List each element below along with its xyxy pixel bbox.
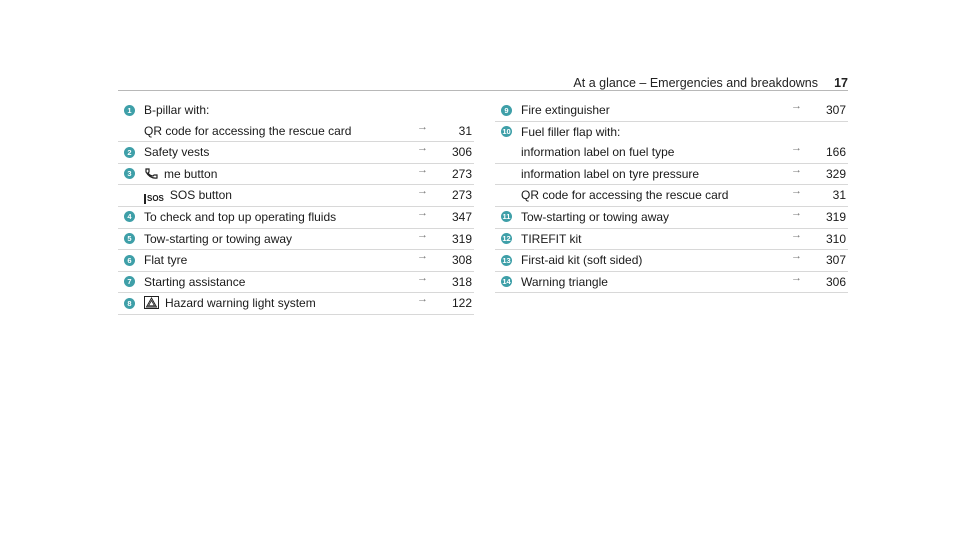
- page-arrow-icon: →: [791, 142, 802, 155]
- item-label: [144, 164, 217, 187]
- item-label-text: B-pillar with:: [144, 103, 210, 117]
- item-label-text: Hazard warning light system: [165, 296, 316, 311]
- page-arrow-icon: →: [417, 250, 428, 263]
- item-label-text: Starting assistance: [144, 274, 246, 289]
- item-number-badge: 7: [124, 276, 135, 287]
- item-label-text: Flat tyre: [144, 253, 188, 268]
- item-label: [144, 293, 316, 316]
- item-label: [521, 207, 669, 228]
- item-label: [144, 207, 336, 228]
- item-number-badge: 14: [502, 277, 511, 287]
- page-reference-link[interactable]: 166: [825, 145, 846, 160]
- item-label-text: SOS button: [169, 188, 232, 203]
- page-reference-link[interactable]: 318: [451, 274, 472, 289]
- item-label-text: Tow-starting or towing away: [521, 209, 670, 224]
- sos-icon: SOS: [144, 194, 164, 204]
- page-arrow-icon: →: [417, 293, 428, 306]
- item-label-text: me button: [164, 166, 218, 181]
- item-number-badge: 3: [124, 168, 135, 179]
- page-reference-link[interactable]: 306: [451, 145, 472, 160]
- page-arrow-icon: →: [791, 206, 802, 219]
- right-index-list: [495, 100, 848, 293]
- item-label: [144, 272, 245, 293]
- item-label-text: QR code for accessing the rescue card: [144, 123, 352, 138]
- item-label-text: information label on tyre pressure: [521, 166, 700, 181]
- item-label: [144, 121, 351, 142]
- item-label-text: First-aid kit (soft sided): [521, 253, 643, 268]
- list-item: [495, 100, 848, 122]
- list-item: [495, 272, 848, 294]
- phone-wrench-icon: [144, 166, 158, 187]
- page-arrow-icon: →: [417, 163, 428, 176]
- page-arrow-icon: →: [417, 228, 428, 241]
- page-arrow-icon: →: [417, 120, 428, 133]
- item-label: [521, 272, 608, 293]
- item-number-badge: 11: [502, 212, 511, 222]
- item-number-badge: 5: [124, 233, 135, 244]
- page-reference-link[interactable]: 310: [825, 231, 846, 246]
- page-arrow-icon: →: [791, 271, 802, 284]
- item-label: [521, 142, 674, 163]
- page-reference-link[interactable]: 273: [451, 188, 472, 203]
- item-label: [144, 250, 187, 271]
- item-label: [521, 164, 699, 185]
- item-label-text: Fire extinguisher: [521, 103, 610, 117]
- hazard-triangle-icon: [144, 295, 159, 316]
- item-label-text: Warning triangle: [521, 274, 608, 289]
- item-label-text: Fuel filler flap with:: [521, 124, 621, 139]
- page-arrow-icon: →: [417, 185, 428, 198]
- item-number-badge: 8: [124, 298, 135, 309]
- item-label-text: Safety vests: [144, 145, 210, 160]
- page-reference-link[interactable]: 347: [451, 209, 472, 224]
- page-arrow-icon: →: [417, 206, 428, 219]
- header-title: At a glance – Emergencies and breakdowns: [573, 76, 818, 90]
- page-reference-link[interactable]: 31: [458, 123, 472, 138]
- page-header: [118, 60, 848, 91]
- page-reference-link[interactable]: 319: [451, 231, 472, 246]
- item-number-badge: 1: [124, 105, 135, 116]
- item-number-badge: 6: [124, 255, 135, 266]
- item-number-badge: 12: [502, 234, 511, 244]
- page-reference-link[interactable]: 31: [832, 188, 846, 203]
- page-reference-link[interactable]: 306: [825, 274, 846, 289]
- item-label-text: To check and top up operating fluids: [144, 209, 337, 224]
- item-label-text: QR code for accessing the rescue card: [521, 188, 729, 203]
- item-label-text: Tow-starting or towing away: [144, 231, 293, 246]
- page-reference-link[interactable]: 319: [825, 209, 846, 224]
- item-label: [144, 229, 292, 250]
- page-arrow-icon: →: [791, 250, 802, 263]
- item-label: [144, 100, 209, 121]
- item-number-badge: 10: [502, 127, 511, 137]
- list-item: [118, 293, 474, 315]
- item-label: [144, 142, 209, 163]
- item-number-badge: 2: [124, 147, 135, 158]
- page-arrow-icon: →: [417, 142, 428, 155]
- item-number-badge: 13: [502, 255, 511, 265]
- page-reference-link[interactable]: 329: [825, 166, 846, 181]
- item-label: [521, 100, 610, 121]
- page-arrow-icon: →: [791, 163, 802, 176]
- page-arrow-icon: →: [417, 271, 428, 284]
- item-label-text: TIREFIT kit: [521, 231, 582, 246]
- item-label: [521, 185, 728, 206]
- item-label-text: information label on fuel type: [521, 145, 675, 160]
- item-label: [521, 250, 642, 271]
- page-number: 17: [834, 76, 848, 90]
- page-reference-link[interactable]: 307: [825, 253, 846, 268]
- page-reference-link[interactable]: 308: [451, 253, 472, 268]
- item-number-badge: 4: [124, 211, 135, 222]
- page-reference-link[interactable]: 307: [825, 103, 846, 117]
- page-arrow-icon: →: [791, 185, 802, 198]
- item-label: [521, 122, 620, 143]
- item-label: [144, 185, 232, 206]
- item-number-badge: 9: [501, 105, 512, 116]
- left-index-list: [118, 100, 474, 315]
- page-arrow-icon: →: [791, 228, 802, 241]
- page-arrow-icon: →: [791, 100, 802, 112]
- page-reference-link[interactable]: 122: [451, 296, 472, 311]
- page-reference-link[interactable]: 273: [451, 166, 472, 181]
- item-label: [521, 229, 581, 250]
